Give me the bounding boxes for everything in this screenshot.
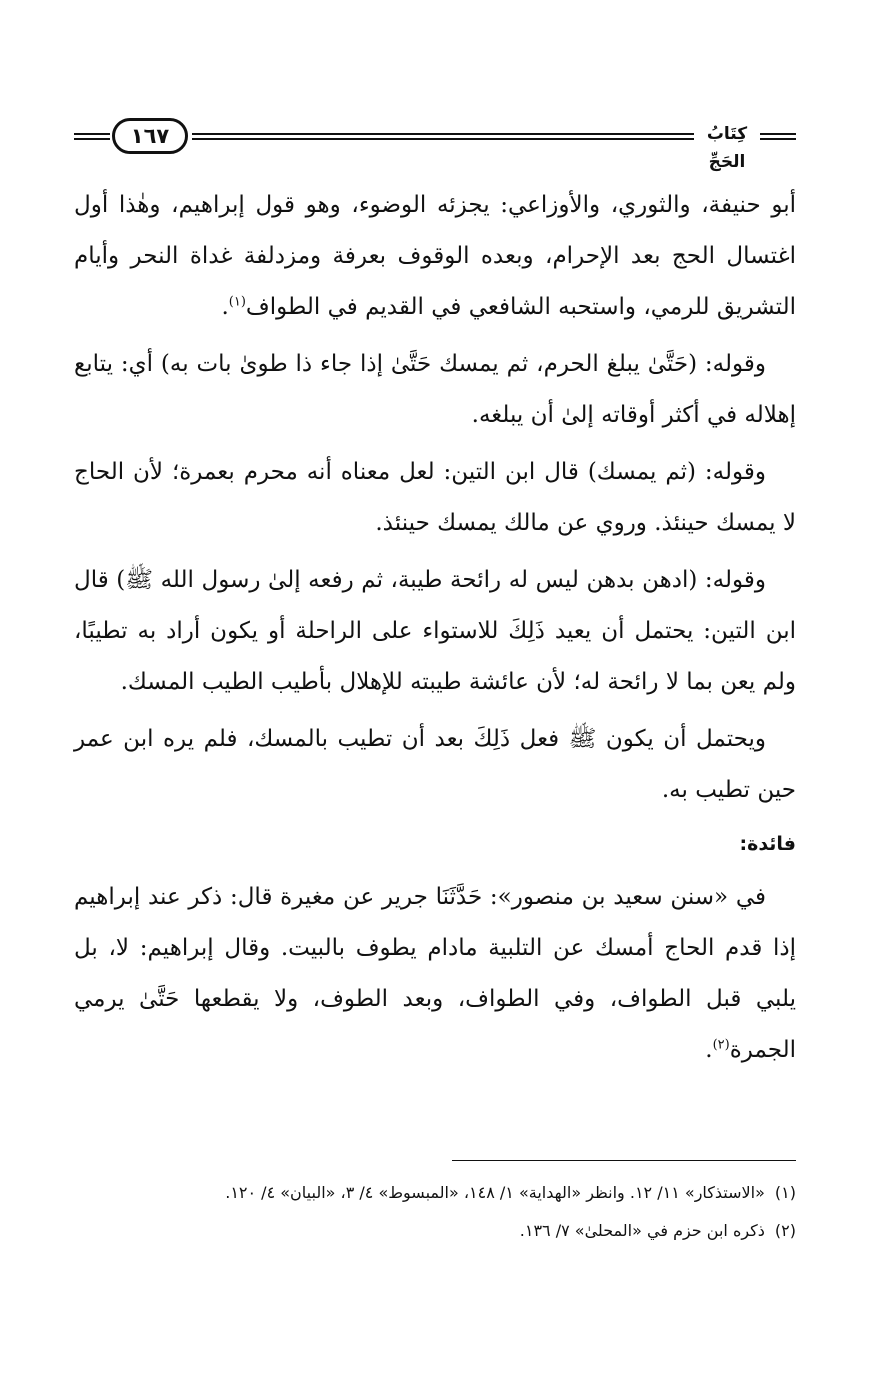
paragraph-6-text: في «سنن سعيد بن منصور»: حَدَّثَنَا جرير عن مغيرة قال: ذكر عند إبراهيم إذا قدم الحاج أمسك عن التلبية مادام يطوف بالبيت. وقال إبراهيم: لا، بل يلبي قبل الطواف، وفي الطواف، وبعد الطوف، ولا يقطعها حَتَّىٰ يرمي الجمرة: [74, 884, 796, 1063]
paragraph-2-text: وقوله: (حَتَّىٰ يبلغ الحرم، ثم يمسك حَتَّىٰ إذا جاء ذا طوىٰ بات به) أي: يتابع إهلاله في أكثر أوقاته إلىٰ أن يبلغه.: [74, 351, 796, 428]
footnote-2: [74, 1214, 796, 1248]
footnote-separator: [452, 1160, 796, 1161]
footnote-ref-2[interactable]: (٢): [712, 1037, 730, 1053]
footnote-2-text: ذكره ابن حزم في «المحلىٰ» ٧/ ١٣٦.: [519, 1221, 765, 1240]
paragraph-1: أبو حنيفة، والثوري، والأوزاعي: يجزئه الوضوء، وهو قول إبراهيم، وهٰذا أول اغتسال الحج بعد الإحرام، وبعده الوقوف بعرفة ومزدلفة غداة النحر وأيام التشريق للرمي، واستحبه الشافعي في القديم في الطواف$^{(١)}$.: [74, 192, 796, 320]
footnote-1-text: «الاستذكار» ١١/ ١٢. وانظر «الهداية» ١/ ١٤٨، «المبسوط» ٤/ ٣، «البيان» ٤/ ١٢٠.: [225, 1183, 765, 1202]
section-heading-text: فائدة:: [739, 833, 796, 855]
paragraph-3-text: وقوله: (ثم يمسك) قال ابن التين: لعل معناه أنه محرم بعمرة؛ لأن الحاج لا يمسك حينئذ. وروي عن مالك يمسك حينئذ.: [74, 459, 796, 536]
paragraph-6: في «سنن سعيد بن منصور»: حَدَّثَنَا جرير عن مغيرة قال: ذكر عند إبراهيم إذا قدم الحاج أمسك عن التلبية مادام يطوف بالبيت. وقال إبراهيم: لا، بل يلبي قبل الطواف، وفي الطواف، وبعد الطوف، ولا يقطعها حَتَّىٰ يرمي الجمرة$^{(٢)}$.: [74, 884, 796, 1063]
body-text: [74, 180, 796, 1082]
paragraph-4-text: وقوله: (ادهن بدهن ليس له رائحة طيبة، ثم رفعه إلىٰ رسول الله ﷺ) قال ابن التين: يحتمل أن يعيد ذَلِكَ للاستواء على الراحلة أو يكون أراد به تطيبًا، ولم يعن بما لا رائحة له؛ لأن عائشة طيبته للإهلال بأطيب الطيب المسك.: [74, 567, 796, 695]
footnote-1: [74, 1176, 796, 1210]
paragraph-2: [74, 339, 796, 441]
page-header: [74, 116, 796, 172]
footnotes: [74, 1176, 796, 1252]
paragraph-1-text: أبو حنيفة، والثوري، والأوزاعي: يجزئه الوضوء، وهو قول إبراهيم، وهٰذا أول اغتسال الحج بعد الإحرام، وبعده الوقوف بعرفة ومزدلفة غداة النحر وأيام التشريق للرمي، واستحبه الشافعي في القديم في الطواف: [74, 192, 796, 320]
paragraph-4: [74, 555, 796, 708]
header-rule-right: [760, 133, 796, 140]
paragraph-5-text: ويحتمل أن يكون ﷺ فعل ذَلِكَ بعد أن تطيب بالمسك، فلم يره ابن عمر حين تطيب به.: [74, 726, 796, 803]
footnote-ref-1[interactable]: (١): [228, 294, 246, 310]
page-number: ١٦٧: [112, 118, 188, 154]
running-title: كِتَابُ الحَجِّ: [706, 124, 748, 172]
paragraph-5: [74, 714, 796, 816]
footnote-2-mark: (٢): [774, 1221, 796, 1240]
footnote-1-mark: (١): [774, 1183, 796, 1202]
section-heading: [74, 822, 796, 866]
header-rule-middle: [192, 133, 694, 140]
header-rule-left: [74, 133, 110, 140]
paragraph-3: [74, 447, 796, 549]
